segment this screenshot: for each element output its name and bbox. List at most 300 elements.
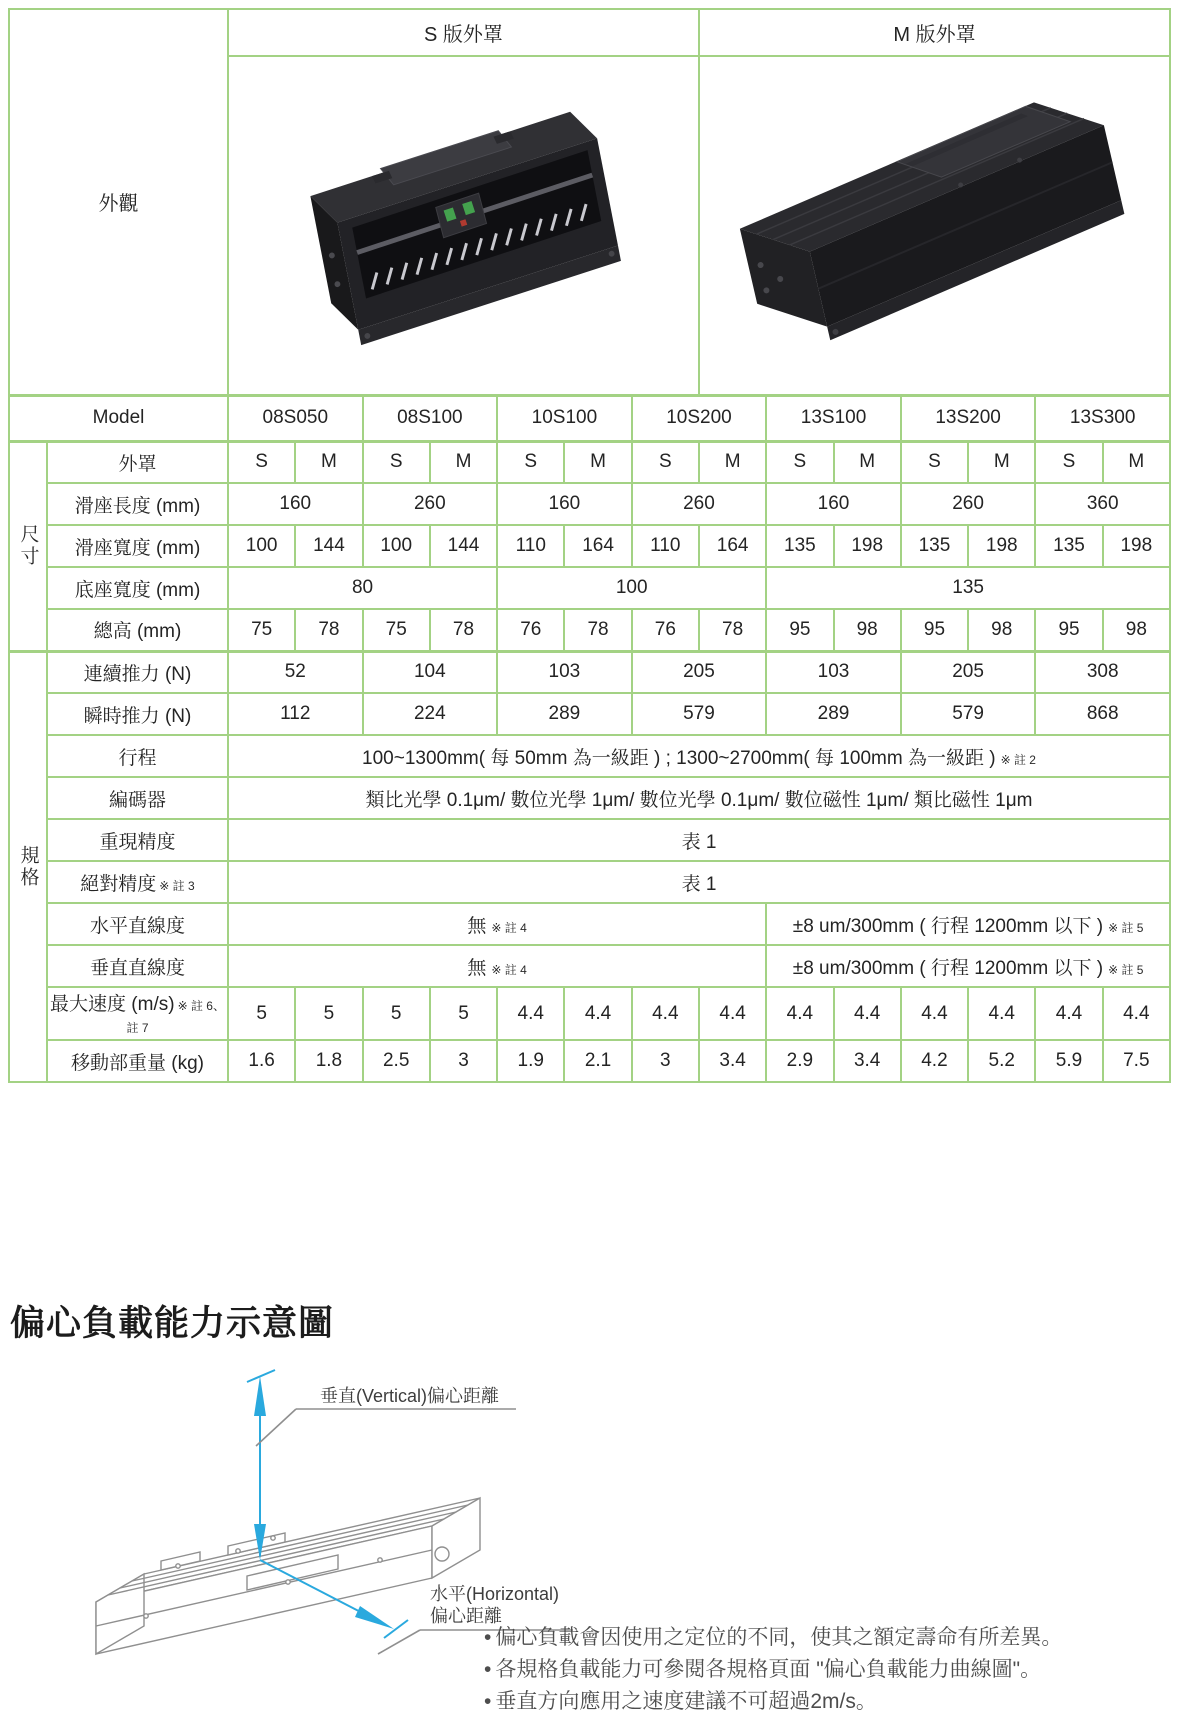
value: 160 [817,493,850,514]
value: 289 [548,703,581,724]
slider-width-cell [497,525,564,567]
slider-width-cell [699,525,766,567]
row-label: 底座寬度 (mm) [74,579,201,601]
cont-thrust-cell [901,651,1036,693]
cover-value: S [658,451,672,473]
value: 260 [683,493,715,514]
value: 4.4 [517,1002,544,1024]
stroke-note: ※ 註 2 [1000,752,1036,767]
max-speed-row [9,987,1170,1040]
row-label-cell [47,903,228,945]
inst-thrust-cell [497,693,632,735]
value: 260 [413,493,446,514]
moving-mass-row [9,1040,1170,1082]
max-speed-cell [1103,987,1170,1040]
max-speed-cell [497,987,564,1040]
total-height-cell [497,609,564,651]
total-height-cell [834,609,901,651]
value: 76 [520,618,542,640]
value-note: ※ 註 4 [491,962,527,977]
value: 78 [452,618,475,640]
value: 110 [650,535,681,556]
encoder-value: 類比光學 0.1μm/ 數位光學 1μm/ 數位光學 0.1μm/ 數位磁性 1μm/ 類比磁性 1μm [365,789,1033,811]
value: 160 [279,493,312,514]
row-label-cell [47,525,228,567]
encoder-cell [228,777,1170,819]
max-speed-cell [766,987,833,1040]
eccentric-load-diagram-title: 偏心負載能力示意圖 [10,1304,335,1343]
moving-mass-cell [497,1040,564,1082]
value: 198 [851,535,884,556]
s-cover-photo-cell [228,56,699,395]
value: 110 [515,535,546,556]
moving-mass-cell [632,1040,699,1082]
value: 4.4 [652,1002,679,1024]
value: 112 [280,703,311,724]
max-speed-cell [699,987,766,1040]
model-name: 13S200 [935,407,1001,428]
slider-width-cell [834,525,901,567]
value: 3 [458,1050,469,1071]
value: 135 [918,535,951,556]
row-label-cell [47,651,228,693]
value: 224 [413,703,446,724]
cover-value: S [793,451,807,473]
slider-width-cell [295,525,362,567]
value: 3.4 [719,1050,746,1071]
slider-width-cell [564,525,631,567]
moving-mass-cell [430,1040,497,1082]
value: ±8 um/300mm ( 行程 1200mm 以下 ) [792,915,1104,937]
cover-cell [901,441,968,483]
value: 無 [467,915,487,937]
value: 5.9 [1055,1050,1083,1071]
value: 164 [716,535,749,556]
note-line [484,1686,1174,1718]
value: 205 [683,661,715,683]
model-label-cell [9,395,228,441]
model-cell [363,395,498,441]
specs-section-label: 規格 [17,844,39,889]
max-speed-cell [901,987,968,1040]
value: 4.4 [719,1002,746,1024]
row-label: 移動部重量 (kg) [70,1052,204,1074]
cover-cell [834,441,901,483]
cover-header-row [9,9,1170,56]
value: 75 [251,618,273,640]
cover-cell [699,441,766,483]
slider-width-row [9,525,1170,567]
cover-value: M [724,451,741,473]
vertical-eccentric-label-text: 垂直(Vertical)偏心距離 [320,1386,500,1406]
note-text: 各規格負載能力可參閱各規格頁面 "偏心負載能力曲線圖"。 [495,1658,1042,1681]
vertical-arrow [247,1370,275,1560]
value: 160 [548,493,581,514]
repeatability-cell [228,819,1170,861]
slider-width-cell [766,525,833,567]
row-label: 行程 [118,747,157,769]
cover-cell [228,441,295,483]
row-label-cell [47,987,228,1040]
max-speed-cell [1035,987,1102,1040]
horizontal-eccentric-label-line1: 水平(Horizontal) [430,1584,560,1604]
row-label-cell [47,735,228,777]
row-label: 連續推力 (N) [83,663,192,685]
base-width-row [9,567,1170,609]
cover-cell [968,441,1035,483]
value: 3.4 [853,1050,881,1071]
stroke-value: 100~1300mm( 每 50mm 為一級距 ) ; 1300~2700mm( 每 100mm 為一級距 ) [362,747,996,769]
slider-length-cell [766,483,901,525]
row-label-cell [47,441,228,483]
total-height-cell [901,609,968,651]
max-speed-cell [363,987,430,1040]
value: 260 [952,493,984,514]
value: 5 [256,1002,267,1024]
row-label-cell [47,483,228,525]
model-name: 10S200 [666,407,732,428]
s-cover-product-image [268,80,658,370]
cont-thrust-cell [1035,651,1170,693]
moving-mass-cell [1103,1040,1170,1082]
absolute-accuracy-row [9,861,1170,903]
model-name: 08S100 [397,407,463,428]
max-speed-cell [295,987,362,1040]
row-label: 總高 (mm) [93,621,182,643]
max-speed-cell [968,987,1035,1040]
inst-thrust-row [9,693,1170,735]
value: 104 [413,661,446,683]
row-label: 編碼器 [108,789,166,811]
value: 78 [587,618,609,640]
max-speed-cell [564,987,631,1040]
slider-width-cell [228,525,295,567]
slider-width-cell [968,525,1035,567]
moving-mass-cell [228,1040,295,1082]
model-cell [497,395,632,441]
value: 868 [1086,703,1119,724]
value: 4.4 [1055,1002,1083,1024]
row-label-cell [47,819,228,861]
cont-thrust-cell [228,651,363,693]
value: 4.4 [1123,1002,1150,1024]
row-label-cell [47,693,228,735]
value: 95 [1058,618,1080,640]
value: 76 [654,618,676,640]
slider-width-cell [430,525,497,567]
row-label-cell [47,945,228,987]
appearance-label: 外觀 [98,193,139,216]
slider-length-cell [1035,483,1170,525]
cover-value: S [928,451,941,473]
value: 579 [683,703,715,724]
row-label-cell [47,567,228,609]
value: 95 [923,618,946,640]
specs-section-cell [9,651,47,1082]
slider-width-cell [1035,525,1102,567]
base-width-cell [497,567,766,609]
value: 2.5 [382,1050,410,1071]
note-line [484,1622,1174,1654]
value: 98 [1125,618,1147,640]
value: 4.4 [584,1002,612,1024]
vertical-straightness-left-cell [228,945,766,987]
value: 95 [789,618,811,640]
bullet-icon: • [484,1690,492,1713]
inst-thrust-cell [766,693,901,735]
value: 164 [582,535,614,556]
value-note: ※ 註 4 [491,920,527,935]
value: 1.8 [315,1050,343,1071]
slider-length-cell [363,483,498,525]
model-name: 08S050 [262,407,329,428]
row-label: 絕對精度 [80,873,157,895]
value-note: ※ 註 5 [1108,962,1144,977]
slider-length-row [9,483,1170,525]
value: 100 [245,535,278,556]
value: 3 [660,1050,671,1071]
row-label: 水平直線度 [89,915,185,937]
moving-mass-cell [699,1040,766,1082]
horizontal-straightness-row [9,903,1170,945]
max-speed-cell [430,987,497,1040]
row-label-cell [47,861,228,903]
cover-cell [1035,441,1102,483]
value: 98 [991,618,1013,640]
value: 4.4 [786,1002,814,1024]
value: 103 [548,661,581,683]
moving-mass-cell [766,1040,833,1082]
cover-cell [295,441,362,483]
value: 579 [952,703,984,724]
cover-value: M [321,451,337,473]
slider-length-cell [632,483,767,525]
spec-table [8,8,1171,1083]
base-width-cell [766,567,1170,609]
value: 2.1 [584,1050,612,1071]
value: 5 [458,1002,469,1024]
absolute-accuracy-value: 表 1 [681,873,717,895]
cover-cell [497,441,564,483]
cont-thrust-cell [632,651,767,693]
cover-cell [766,441,833,483]
cover-value: M [859,451,876,473]
cont-thrust-cell [497,651,632,693]
cover-cell [430,441,497,483]
s-cover-header-label: S 版外罩 [424,24,503,46]
value: 1.6 [248,1050,275,1071]
value: 無 [467,957,487,979]
s-cover-photo [231,58,696,393]
dimensions-section-cell [9,441,47,651]
slider-length-cell [228,483,363,525]
row-label: 最大速度 (m/s) [50,994,175,1015]
moving-mass-cell [564,1040,631,1082]
row-label-note: ※ 註 6、註 7 [126,999,225,1035]
repeatability-value: 表 1 [681,831,717,853]
m-cover-photo-cell [699,56,1170,395]
cover-cell [564,441,631,483]
m-stage-body [728,88,1138,354]
cont-thrust-cell [363,651,498,693]
value: 4.4 [921,1002,948,1024]
moving-mass-cell [968,1040,1035,1082]
moving-mass-cell [363,1040,430,1082]
slider-width-cell [1103,525,1170,567]
absolute-accuracy-cell [228,861,1170,903]
model-name: 13S300 [1069,407,1136,428]
total-height-cell [430,609,497,651]
value: 135 [952,577,984,598]
value: 198 [1120,535,1153,556]
value-note: ※ 註 5 [1108,920,1144,935]
cover-value: S [255,451,268,473]
value: 80 [351,577,374,598]
model-label: Model [92,407,145,428]
value: 1.9 [517,1050,544,1071]
row-label: 滑座寬度 (mm) [74,537,201,559]
total-height-row [9,609,1170,651]
max-speed-cell [632,987,699,1040]
total-height-cell [228,609,295,651]
vertical-straightness-right-cell [766,945,1170,987]
inst-thrust-cell [363,693,498,735]
model-cell [766,395,901,441]
cont-thrust-row [9,651,1170,693]
cover-cell [632,441,699,483]
value: 98 [856,618,878,640]
row-label: 滑座長度 (mm) [74,495,201,517]
model-cell [1035,395,1170,441]
value: 308 [1086,661,1119,683]
total-height-cell [564,609,631,651]
total-height-cell [766,609,833,651]
value: 205 [952,661,984,683]
cont-thrust-cell [766,651,901,693]
m-cover-header-label: M 版外罩 [893,24,976,46]
inst-thrust-cell [1035,693,1170,735]
max-speed-cell [228,987,295,1040]
cover-value: S [1062,451,1076,473]
value: 100 [380,535,413,556]
row-label-cell [47,777,228,819]
bullet-icon: • [484,1658,492,1681]
model-cell [632,395,767,441]
value: 78 [722,618,744,640]
row-label: 瞬時推力 (N) [83,705,192,727]
note-text: 偏心負載會因使用之定位的不同，使其之額定壽命有所差異。 [495,1626,1063,1649]
row-label-cell [47,1040,228,1082]
value: 4.2 [921,1050,948,1071]
value: 4.4 [853,1002,881,1024]
repeatability-row [9,819,1170,861]
moving-mass-cell [1035,1040,1102,1082]
value: 135 [1053,535,1085,556]
value: 135 [784,535,816,556]
row-label: 重現精度 [99,831,176,853]
model-name: 10S100 [531,407,598,428]
value: 103 [817,661,850,683]
cover-value: M [993,451,1010,473]
value: 144 [313,535,345,556]
inst-thrust-cell [228,693,363,735]
value: ±8 um/300mm ( 行程 1200mm 以下 ) [792,957,1104,979]
vertical-eccentric-label [256,1386,516,1446]
stroke-row [9,735,1170,777]
value: 78 [318,618,340,640]
total-height-cell [1103,609,1170,651]
value: 5 [390,1002,402,1024]
vertical-straightness-row [9,945,1170,987]
total-height-cell [1035,609,1102,651]
note-text: 垂直方向應用之速度建議不可超過2m/s。 [495,1690,877,1713]
moving-mass-cell [834,1040,901,1082]
cover-value: M [590,451,606,473]
cover-cell [363,441,430,483]
value: 198 [985,535,1018,556]
total-height-cell [632,609,699,651]
encoder-row [9,777,1170,819]
cover-value: M [1128,451,1145,473]
model-cell [901,395,1036,441]
cover-row [9,441,1170,483]
value: 2.9 [786,1050,814,1071]
model-name: 13S100 [800,407,867,428]
max-speed-cell [834,987,901,1040]
value: 5.2 [988,1050,1015,1071]
moving-mass-cell [901,1040,968,1082]
total-height-cell [295,609,362,651]
base-width-cell [228,567,497,609]
slider-length-cell [901,483,1036,525]
s-cover-header [228,9,699,56]
total-height-cell [363,609,430,651]
row-label-note: ※ 註 3 [159,878,195,893]
bullet-icon: • [484,1626,492,1649]
row-label: 外罩 [118,453,157,475]
inst-thrust-cell [632,693,767,735]
value: 360 [1086,493,1119,514]
value: 289 [817,703,850,724]
value: 144 [447,535,480,556]
m-cover-photo [702,58,1167,393]
total-height-cell [699,609,766,651]
note-line [484,1654,1174,1686]
row-label: 垂直直線度 [89,957,185,979]
slider-length-cell [497,483,632,525]
cover-value: S [524,451,538,473]
eccentric-load-diagram [0,1360,1179,1725]
value: 5 [323,1002,335,1024]
s-stage-body [305,108,628,349]
row-label-cell [47,609,228,651]
horizontal-straightness-left-cell [228,903,766,945]
slider-width-cell [632,525,699,567]
value: 75 [385,618,407,640]
cover-value: S [389,451,403,473]
value: 52 [284,661,306,683]
horizontal-straightness-right-cell [766,903,1170,945]
slider-width-cell [363,525,430,567]
cover-value: M [455,451,472,473]
appearance-label-cell [9,9,228,395]
cover-cell [1103,441,1170,483]
m-cover-product-image [714,85,1154,365]
diagram-notes [484,1622,1174,1718]
dimensions-section-label: 尺寸 [17,524,39,568]
total-height-cell [968,609,1035,651]
m-cover-header [699,9,1170,56]
